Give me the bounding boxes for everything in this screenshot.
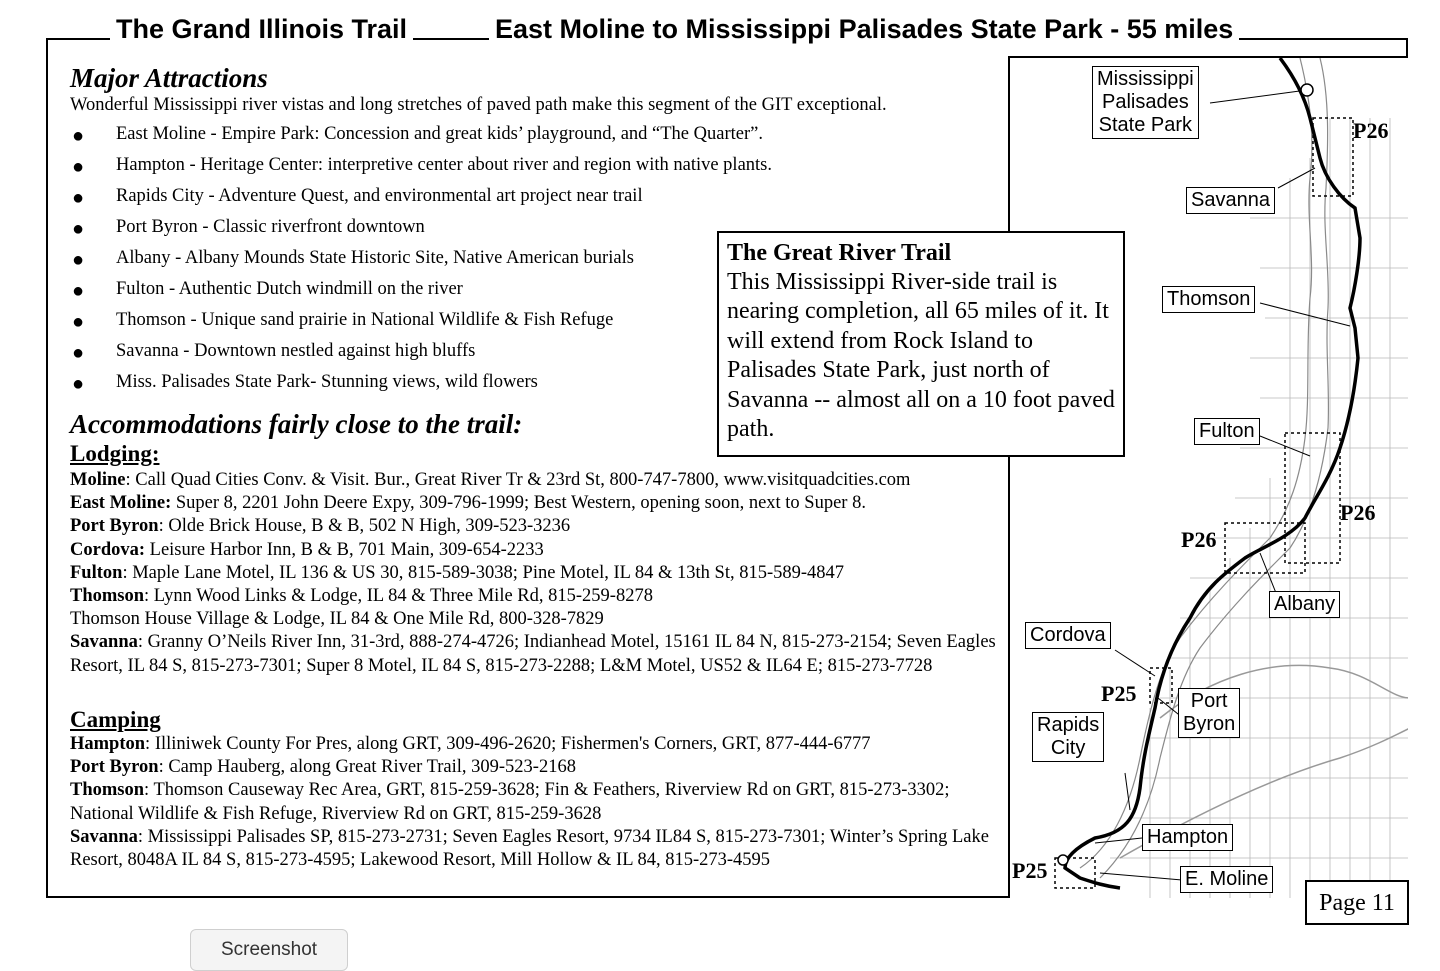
map-label-e-moline: E. Moline xyxy=(1180,866,1273,893)
list-item: East Moline: Super 8, 2201 John Deere Expy, 309-796-1999; Best Western, opening soon, next to Super 8. xyxy=(70,493,866,514)
list-item: Port Byron: Camp Hauberg, along Great River Trail, 309-523-2168 xyxy=(70,757,576,778)
list-item: ● Thomson - Unique sand prairie in National Wildlife & Fish Refuge xyxy=(72,310,614,333)
list-item: Fulton: Maple Lane Motel, IL 136 & US 30, 815-589-3038; Pine Motel, IL 84 & 13th St, 815-589-4847 xyxy=(70,562,845,583)
palisades-icon xyxy=(1301,84,1313,96)
list-item: Savanna: Granny O’Neils River Inn, 31-3rd, 888-274-4726; Indianhead Motel, 15161 IL 84 N, 815-273-2154; Seven Eagles Resort, IL 84 S, 815-273-7301; Super 8 Motel, IL 84 S, 815-273-2288; L&M Motel, US52 & IL64 E; 815-273-7728 xyxy=(70,632,996,676)
screenshot-button[interactable]: Screenshot xyxy=(190,929,348,971)
map-graphic xyxy=(1010,58,1408,898)
list-item: Cordova: Leisure Harbor Inn, B & B, 701 Main, 309-654-2233 xyxy=(70,539,544,560)
map-label-thomson: Thomson xyxy=(1162,286,1255,313)
list-item: Hampton: Illiniwek County For Pres, along GRT, 309-496-2620; Fishermen's Corners, GRT, 877-444-6777 xyxy=(70,734,871,754)
trail-map xyxy=(1008,56,1408,898)
marker-p26-mid: P26 xyxy=(1340,500,1376,525)
marker-p25-mid: P25 xyxy=(1101,681,1137,706)
attractions-list xyxy=(70,124,772,403)
list-item: Thomson House Village & Lodge, IL 84 & One Mile Rd, 800-328-7829 xyxy=(70,609,604,630)
attractions-heading: Major Attractions xyxy=(70,63,268,93)
list-item: Thomson: Lynn Wood Links & Lodge, IL 84 & Three Mile Rd, 815-259-8278 xyxy=(70,586,653,607)
marker-p26-left: P26 xyxy=(1181,527,1217,552)
map-label-fulton: Fulton xyxy=(1194,418,1260,445)
great-river-trail-callout xyxy=(717,231,1125,457)
lodging-heading: Lodging: xyxy=(70,441,160,466)
map-label-rapids-city: Rapids City xyxy=(1032,712,1104,762)
list-item: ● Miss. Palisades State Park- Stunning views, wild flowers xyxy=(72,372,538,395)
accommodations-heading: Accommodations fairly close to the trail: xyxy=(70,409,523,439)
segment-title: East Moline to Mississippi Palisades State Park - 55 miles xyxy=(489,14,1239,45)
bullet-icon: ● xyxy=(72,311,85,333)
list-item: ● Rapids City - Adventure Quest, and environmental art project near trail xyxy=(72,186,643,209)
list-item: ● Savanna - Downtown nestled against high bluffs xyxy=(72,341,476,364)
bullet-icon: ● xyxy=(72,187,85,209)
bullet-icon: ● xyxy=(72,125,85,147)
list-item: Thomson: Thomson Causeway Rec Area, GRT, 815-259-3628; Fin & Feathers, Riverview Rd on GRT, 815-273-3302; National Wildlife & Fish Refuge, Riverview Rd on GRT, 815-259-3628 xyxy=(70,780,950,824)
map-label-albany: Albany xyxy=(1269,591,1340,618)
map-label-port-byron: Port Byron xyxy=(1178,688,1240,738)
callout-body: This Mississippi River-side trail is nearing completion, all 65 miles of it. It will extend from Rock Island to Palisades State Park, just north of Savanna -- almost all on a 10 foot paved path. xyxy=(727,269,1115,443)
callout-title: The Great River Trail xyxy=(727,240,952,266)
camping-heading: Camping xyxy=(70,707,161,732)
list-item: Savanna: Mississippi Palisades SP, 815-273-2731; Seven Eagles Resort, 9734 IL84 S, 815-273-7301; Winter’s Spring Lake Resort, 8048A IL 84 S, 815-273-4595; Lakewood Resort, Mill Hollow & IL 84, 815-273-4595 xyxy=(70,826,989,871)
bullet-icon: ● xyxy=(72,342,85,364)
moline-icon xyxy=(1058,855,1068,865)
attractions-intro: Wonderful Mississippi river vistas and long stretches of paved path make this segment of the GIT exceptional. xyxy=(70,95,887,115)
marker-p25-bottom: P25 xyxy=(1012,858,1048,883)
map-label-savanna: Savanna xyxy=(1186,187,1275,214)
lodging-list xyxy=(70,469,1005,678)
bullet-icon: ● xyxy=(72,156,85,178)
map-label-hampton: Hampton xyxy=(1142,824,1233,851)
list-item: Port Byron: Olde Brick House, B & B, 502 N High, 309-523-3236 xyxy=(70,516,571,537)
bullet-icon: ● xyxy=(72,373,85,395)
page-number: Page 11 xyxy=(1305,880,1409,925)
list-item: ● Albany - Albany Mounds State Historic Site, Native American burials xyxy=(72,248,634,271)
marker-p26-top: P26 xyxy=(1353,118,1389,143)
list-item: Moline: Call Quad Cities Conv. & Visit. Bur., Great River Tr & 23rd St, 800-747-7800, www.visitquadcities.com xyxy=(70,470,911,490)
list-item: ● Port Byron - Classic riverfront downtown xyxy=(72,217,425,240)
camping-list xyxy=(70,733,1005,872)
bullet-icon: ● xyxy=(72,249,85,271)
map-label-cordova: Cordova xyxy=(1025,622,1111,649)
trail-route xyxy=(1065,58,1360,888)
map-label-palisades: Mississippi Palisades State Park xyxy=(1092,66,1199,139)
guide-title: The Grand Illinois Trail xyxy=(110,14,413,45)
bullet-icon: ● xyxy=(72,218,85,240)
list-item: ● Hampton - Heritage Center: interpretive center about river and region with native plants. xyxy=(72,155,773,178)
list-item: ● Fulton - Authentic Dutch windmill on the river xyxy=(72,279,463,302)
bullet-icon: ● xyxy=(72,280,85,302)
list-item: ● East Moline - Empire Park: Concession and great kids’ playground, and “The Quarter”. xyxy=(72,124,763,147)
